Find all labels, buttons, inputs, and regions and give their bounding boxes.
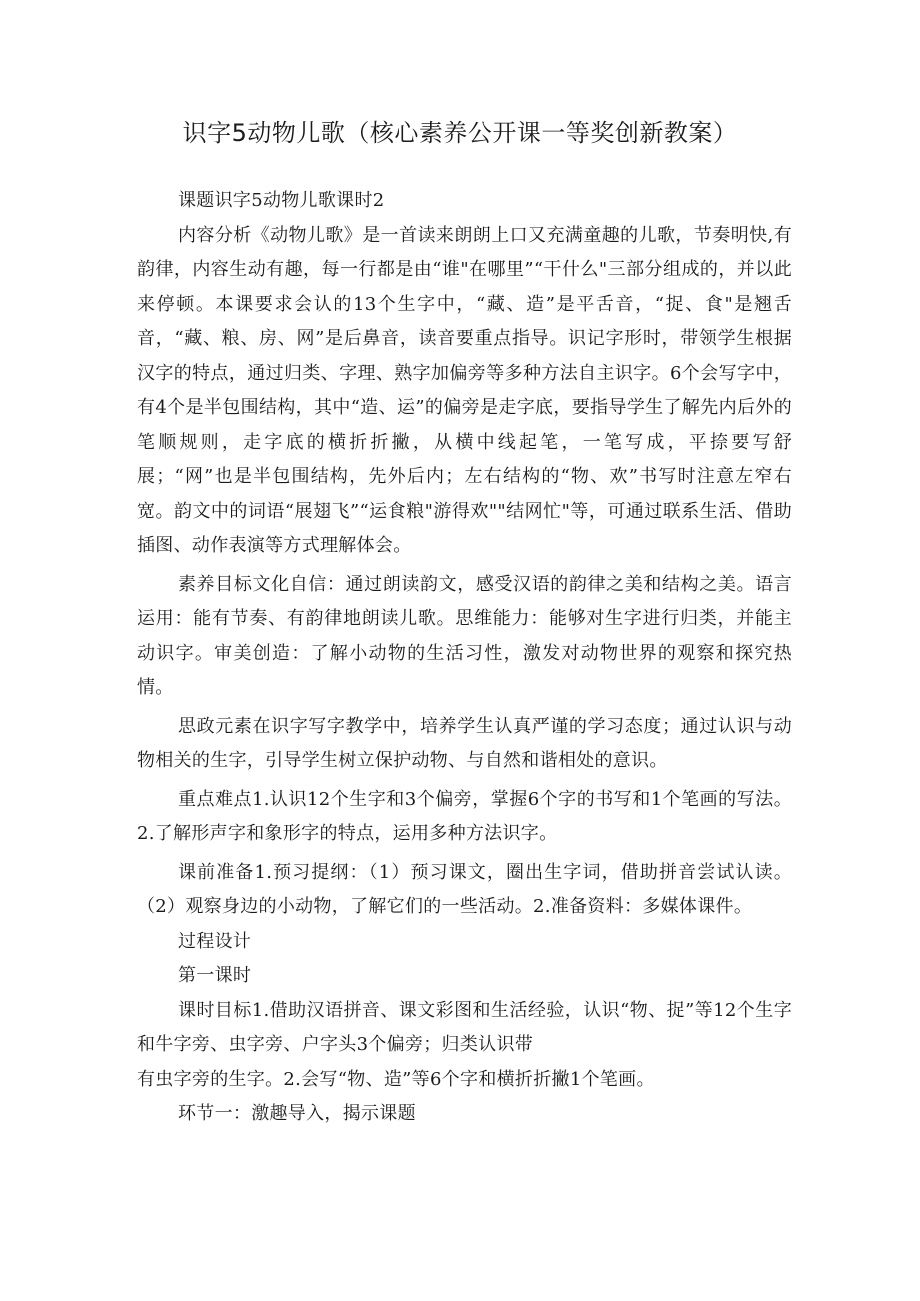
paragraph-first-lesson: 第一课时 — [178, 965, 252, 986]
paragraph-lesson-topic: 课题识字5动物儿歌课时2 — [178, 190, 385, 211]
document-title: 识字5动物儿歌（核心素养公开课一等奖创新教案） — [182, 119, 738, 147]
paragraph-lesson-objectives-continued: 有虫字旁的生字。2.会写“物、造”等6个字和横折折撇1个笔画。 — [137, 1068, 655, 1090]
paragraph-key-difficulties: 重点难点1.认识12个生字和3个偏旁，掌握6个字的书写和1个笔画的写法。2.了解形声字和象形字的特点，运用多种方法识字。 — [137, 788, 792, 844]
paragraph-literacy-goals: 素养目标文化自信：通过朗读韵文，感受汉语的韵律之美和结构之美。语言运用：能有节奏、有韵律地朗读儿歌。思维能力：能够对生字进行归类，并能主动识字。审美创造：了解小动物的生活习性，激发对动物世界的观察和探究热情。 — [137, 573, 792, 698]
paragraph-step-one: 环节一：激趣导入，揭示课题 — [178, 1103, 416, 1124]
paragraph-content-analysis: 内容分析《动物儿歌》是一首读来朗朗上口又充满童趣的儿歌，节奏明快,有韵律，内容生动有趣，每一行都是由“谁"在哪里”“干什么"三部分组成的，并以此来停顿。本课要求会认的13个生字中，“藏、造”是平舌音，“捉、食"是翘舌音，“藏、粮、房、网”是后鼻音，读音要重点指导。识记字形时，带领学生根据汉字的特点，通过归类、字理、熟字加偏旁等多种方法自主识字。6个会写字中，有4个是半包围结构，其中“造、运”的偏旁是走字底，要指导学生了解先内后外的笔顺规则，走字底的横折折撇，从横中线起笔，一笔写成，平捺要写舒展；“网”也是半包围结构，先外后内；左右结构的“物、欢”书写时注意左窄右宽。韵文中的词语“展翅飞”“运食粮"游得欢""结网忙"等，可通过联系生活、借助插图、动作表演等方式理解体会。 — [137, 224, 792, 556]
document-body — [137, 184, 792, 1132]
paragraph-preparation: 课前准备1.预习提纲：（1）预习课文，圈出生字词，借助拼音尝试认读。（2）观察身边的小动物，了解它们的一些活动。2.准备资料：多媒体课件。 — [137, 861, 792, 917]
paragraph-lesson-objectives: 课时目标1.借助汉语拼音、课文彩图和生活经验，认识“物、捉”等12个生字和牛字旁、虫字旁、户字头3个偏旁；归类认识带 — [137, 999, 792, 1055]
paragraph-ideological-elements: 思政元素在识字写字教学中，培养学生认真严谨的学习态度；通过认识与动物相关的生字，引导学生树立保护动物、与自然和谐相处的意识。 — [137, 715, 792, 771]
paragraph-process-design: 过程设计 — [178, 930, 252, 952]
